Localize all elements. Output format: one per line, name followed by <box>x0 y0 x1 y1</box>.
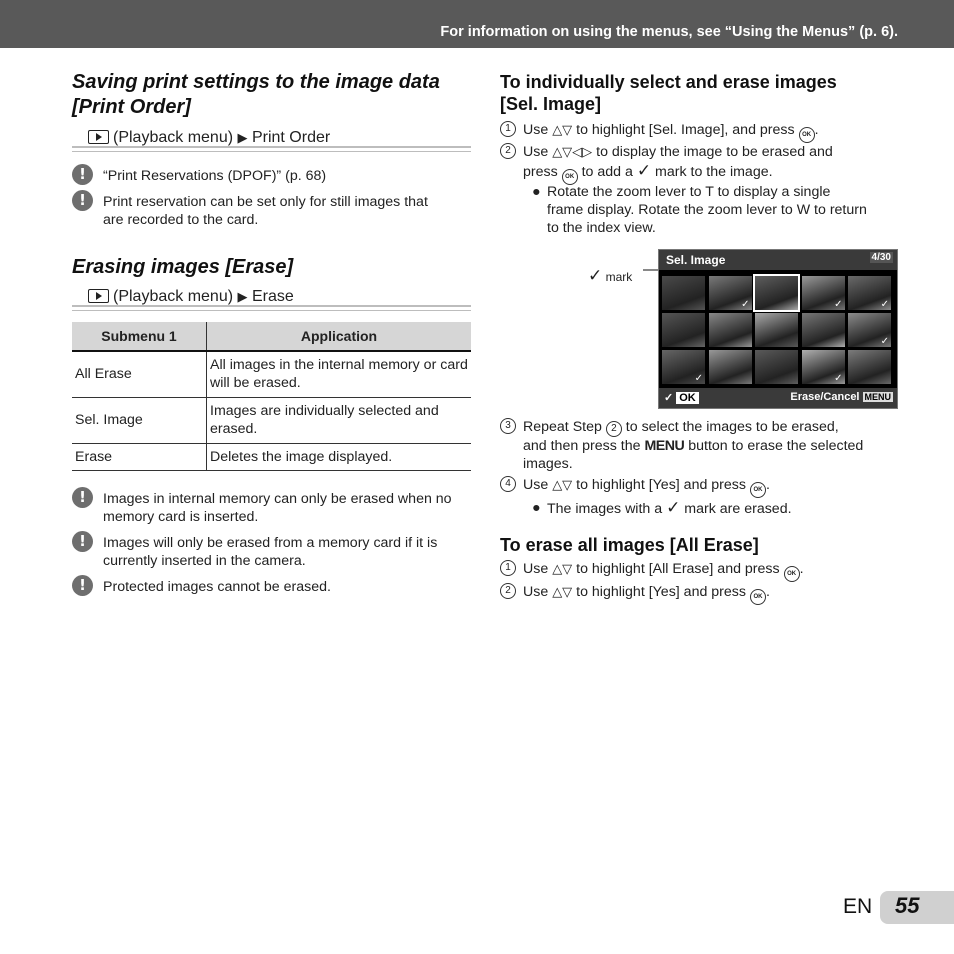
ok-button-icon: OK <box>750 589 766 605</box>
table-row <box>72 443 471 470</box>
checkmark-icon: ✓ <box>834 373 843 384</box>
up-down-arrow-icon: △▽ <box>552 562 573 577</box>
checkmark-icon: ✓ <box>834 299 843 310</box>
thumbnail[interactable] <box>802 313 845 347</box>
caution-icon <box>72 531 93 552</box>
thumbnail[interactable] <box>662 350 705 384</box>
thumbnail[interactable] <box>755 350 798 384</box>
all-erase-step1: Use △▽ to highlight [All Erase] and press OK . <box>523 560 804 582</box>
arrow-right-icon: ▶ <box>237 130 248 145</box>
thumbnail[interactable] <box>848 350 891 384</box>
up-down-arrow-icon: △▽ <box>552 585 573 600</box>
table-header-application: Application <box>207 322 472 351</box>
note-memory-card: Images will only be erased from a memory card if it is currently inserted in the camera. <box>103 535 438 569</box>
camera-screen <box>658 249 898 409</box>
thumbnail[interactable] <box>709 276 752 310</box>
checkmark-icon: ✓ <box>636 161 652 181</box>
note-dpof: “Print Reservations (DPOF)” (p. 68) <box>103 168 327 184</box>
checkmark-icon: ✓ <box>694 373 703 384</box>
table-row <box>72 397 471 443</box>
bullet-icon: ● <box>532 184 541 200</box>
sel-image-bullet-zoom: Rotate the zoom lever to T to display a single frame display. Rotate the zoom lever to W to return to the index view. <box>547 184 867 236</box>
step-number: 1 <box>500 121 516 137</box>
all-erase-title: To erase all images [All Erase] <box>500 535 759 555</box>
ok-button-icon: OK <box>799 127 815 143</box>
erase-menu-path <box>88 288 294 306</box>
playback-icon <box>88 289 109 303</box>
table-cell-application: Deletes the image displayed. <box>207 443 472 470</box>
table-cell-submenu: All Erase <box>72 351 207 397</box>
divider <box>72 146 471 148</box>
screen-ok-hint: ✓ OK <box>664 391 699 404</box>
menu-path-item: Erase <box>251 288 294 305</box>
up-down-arrow-icon: △▽ <box>552 123 573 138</box>
ok-button-icon: OK <box>784 566 800 582</box>
language-label: EN <box>843 895 873 918</box>
checkmark-icon: ✓ <box>880 299 889 310</box>
sel-image-title: To individually select and erase images [Sel. Image] <box>500 72 837 114</box>
table-row <box>72 351 471 397</box>
thumbnail[interactable] <box>802 350 845 384</box>
step-ref: 2 <box>606 421 622 437</box>
thumbnail[interactable] <box>709 350 752 384</box>
step-number: 4 <box>500 476 516 492</box>
checkmark-icon: ✓ <box>666 498 681 518</box>
menu-path-prefix: (Playback menu) <box>113 288 234 305</box>
checkmark-icon: ✓ <box>588 266 603 286</box>
note-internal-memory: Images in internal memory can only be erased when no memory card is inserted. <box>103 491 452 525</box>
bullet-icon: ● <box>532 500 541 516</box>
four-way-arrow-icon: △▽◁▷ <box>552 145 593 160</box>
header-bar <box>0 0 954 48</box>
all-erase-step2: Use △▽ to highlight [Yes] and press OK . <box>523 583 770 605</box>
ok-button-icon: OK <box>562 169 578 185</box>
caution-icon <box>72 575 93 596</box>
screen-title: Sel. Image <box>666 253 726 267</box>
thumbnail[interactable] <box>755 276 798 310</box>
table-cell-submenu: Erase <box>72 443 207 470</box>
table-cell-application: All images in the internal memory or card will be erased. <box>207 351 472 397</box>
submenu-table <box>72 322 471 471</box>
note-protected: Protected images cannot be erased. <box>103 579 331 595</box>
screen-bottom-bar <box>659 388 897 408</box>
sel-image-bullet-erased: The images with a ✓ mark are erased. <box>547 498 792 518</box>
erase-title: Erasing images [Erase] <box>72 256 294 278</box>
header-info: For information on using the menus, see “Using the Menus” (p. 6). <box>440 24 898 40</box>
mark-callout: ✓ mark <box>588 266 633 286</box>
caution-icon <box>72 164 93 185</box>
checkmark-icon: ✓ <box>880 336 889 347</box>
caution-icon <box>72 190 93 211</box>
table-cell-application: Images are individually selected and erased. <box>207 397 472 443</box>
divider <box>72 151 471 152</box>
menu-path-prefix: (Playback menu) <box>113 129 234 146</box>
checkmark-icon: ✓ <box>741 299 750 310</box>
arrow-right-icon: ▶ <box>237 289 248 304</box>
screen-title-bar <box>659 250 897 270</box>
sel-image-step4: Use △▽ to highlight [Yes] and press OK . <box>523 476 770 498</box>
page-number: 55 <box>895 893 920 918</box>
thumbnail[interactable] <box>848 276 891 310</box>
step-number: 1 <box>500 560 516 576</box>
sel-image-step2: Use △▽◁▷ to display the image to be erased and press OK to add a ✓ mark to the image. <box>523 143 903 185</box>
menu-path-item: Print Order <box>251 129 331 146</box>
table-header-submenu: Submenu 1 <box>72 322 207 351</box>
step-number: 2 <box>500 583 516 599</box>
playback-icon <box>88 130 109 144</box>
print-order-title-line2: [Print Order] <box>72 96 191 118</box>
divider <box>72 310 471 311</box>
thumbnail[interactable] <box>802 276 845 310</box>
table-cell-submenu: Sel. Image <box>72 397 207 443</box>
thumbnail[interactable] <box>662 313 705 347</box>
sel-image-step1: Use △▽ to highlight [Sel. Image], and press OK . <box>523 121 819 143</box>
screen-erase-hint: Erase/Cancel MENU <box>790 391 891 403</box>
step-number: 2 <box>500 143 516 159</box>
up-down-arrow-icon: △▽ <box>552 478 573 493</box>
screen-image-count: 4/30 <box>871 252 891 263</box>
step-number: 3 <box>500 418 516 434</box>
ok-button-icon: OK <box>750 482 766 498</box>
thumbnail[interactable] <box>755 313 798 347</box>
sel-image-step3: Repeat Step 2 to select the images to be erased, and then press the MENU button to erase the selected images. <box>523 419 864 472</box>
print-order-title-line1: Saving print settings to the image data <box>72 71 440 93</box>
print-order-title <box>72 70 440 120</box>
note-print-reservation: Print reservation can be set only for still images that are recorded to the card. <box>103 194 428 228</box>
thumbnail[interactable] <box>848 313 891 347</box>
menu-button-label: MENU <box>644 438 685 454</box>
print-order-menu-path <box>88 129 330 147</box>
divider <box>72 305 471 307</box>
caution-icon <box>72 487 93 508</box>
thumbnail[interactable] <box>662 276 705 310</box>
thumbnail[interactable] <box>709 313 752 347</box>
